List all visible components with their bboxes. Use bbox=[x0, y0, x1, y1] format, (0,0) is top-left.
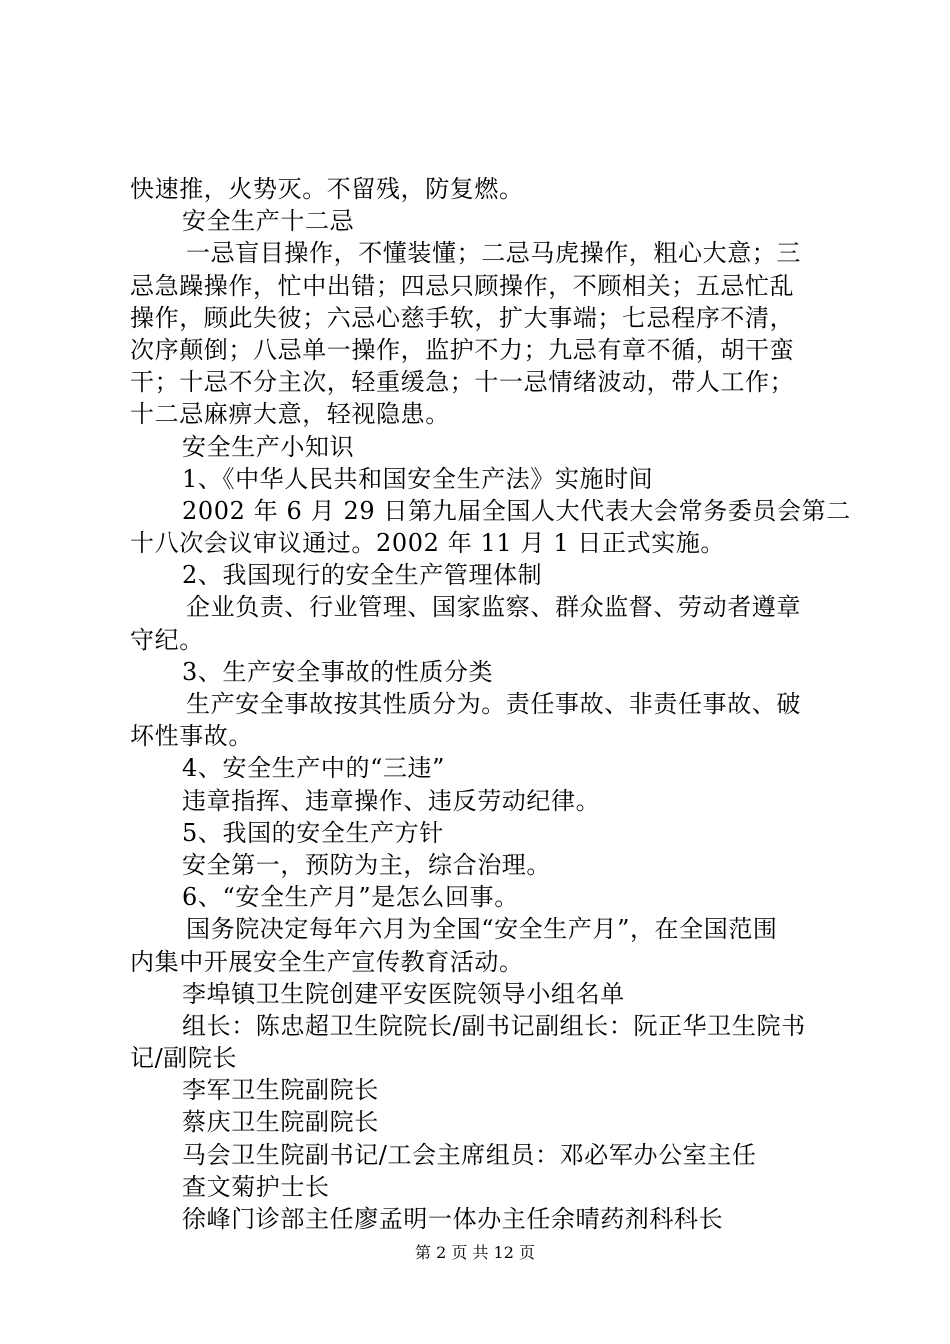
text-line: 国务院决定每年六月为全国“安全生产月”，在全国范围 bbox=[186, 915, 778, 944]
document-body bbox=[130, 173, 851, 1235]
text-line: 组长：陈忠超卫生院院长/副书记副组长：阮正华卫生院书 bbox=[182, 1011, 806, 1040]
question-heading: 6、“安全生产月”是怎么回事。 bbox=[182, 883, 519, 912]
section-heading: 安全生产十二忌 bbox=[182, 207, 355, 236]
page-number-footer: 第 2 页 共 12 页 bbox=[415, 1243, 535, 1262]
text-line: 生产安全事故按其性质分为。责任事故、非责任事故、破 bbox=[186, 690, 801, 718]
text-line: 记/副院长 bbox=[130, 1044, 238, 1073]
question-heading: 4、安全生产中的“三违” bbox=[182, 754, 446, 783]
text-line: 安全第一，预防为主，综合治理。 bbox=[182, 850, 551, 879]
text-line: 查文菊护士长 bbox=[182, 1172, 330, 1201]
text-line: 违章指挥、违章操作、违反劳动纪律。 bbox=[182, 786, 601, 815]
text-line: 快速推，火势灭。不留残，防复燃。 bbox=[130, 175, 524, 203]
question-heading: 3、生产安全事故的性质分类 bbox=[182, 657, 494, 686]
text-line: 忌急躁操作，忙中出错；四忌只顾操作，不顾相关；五忌忙乱 bbox=[130, 271, 795, 300]
text-line: 李军卫生院副院长 bbox=[182, 1076, 379, 1105]
question-heading: 2、我国现行的安全生产管理体制 bbox=[182, 561, 543, 590]
section-heading: 安全生产小知识 bbox=[182, 432, 355, 461]
section-heading: 李埠镇卫生院创建平安医院领导小组名单 bbox=[182, 979, 625, 1008]
text-line: 十二忌麻痹大意，轻视隐患。 bbox=[130, 400, 450, 429]
text-line: 操作，顾此失彼；六忌心慈手软，扩大事端；七忌程序不清， bbox=[130, 303, 795, 332]
question-heading: 5、我国的安全生产方针 bbox=[182, 818, 444, 847]
text-line: 干；十忌不分主次，轻重缓急；十一忌情绪波动，带人工作； bbox=[130, 368, 795, 397]
text-line: 次序颠倒；八忌单一操作，监护不力；九忌有章不循，胡干蛮 bbox=[130, 335, 795, 364]
text-line: 一忌盲目操作，不懂装懂；二忌马虎操作，粗心大意；三 bbox=[186, 239, 801, 268]
text-line: 内集中开展安全生产宣传教育活动。 bbox=[130, 947, 524, 976]
text-line: 蔡庆卫生院副院长 bbox=[182, 1108, 379, 1137]
text-line: 徐峰门诊部主任廖孟明一体办主任余晴药剂科科长 bbox=[182, 1205, 724, 1233]
text-line: 守纪。 bbox=[130, 625, 204, 654]
text-line: 企业负责、行业管理、国家监察、群众监督、劳动者遵章 bbox=[186, 593, 801, 622]
text-line: 2002 年 6 月 29 日第九届全国人大代表大会常务委员会第二 bbox=[182, 496, 851, 525]
question-heading: 1、《中华人民共和国安全生产法》实施时间 bbox=[182, 464, 654, 493]
text-line: 马会卫生院副书记/工会主席组员：邓必军办公室主任 bbox=[182, 1140, 757, 1169]
text-line: 坏性事故。 bbox=[130, 722, 253, 751]
text-line: 十八次会议审议通过。2002 年 11 月 1 日正式实施。 bbox=[130, 529, 726, 558]
